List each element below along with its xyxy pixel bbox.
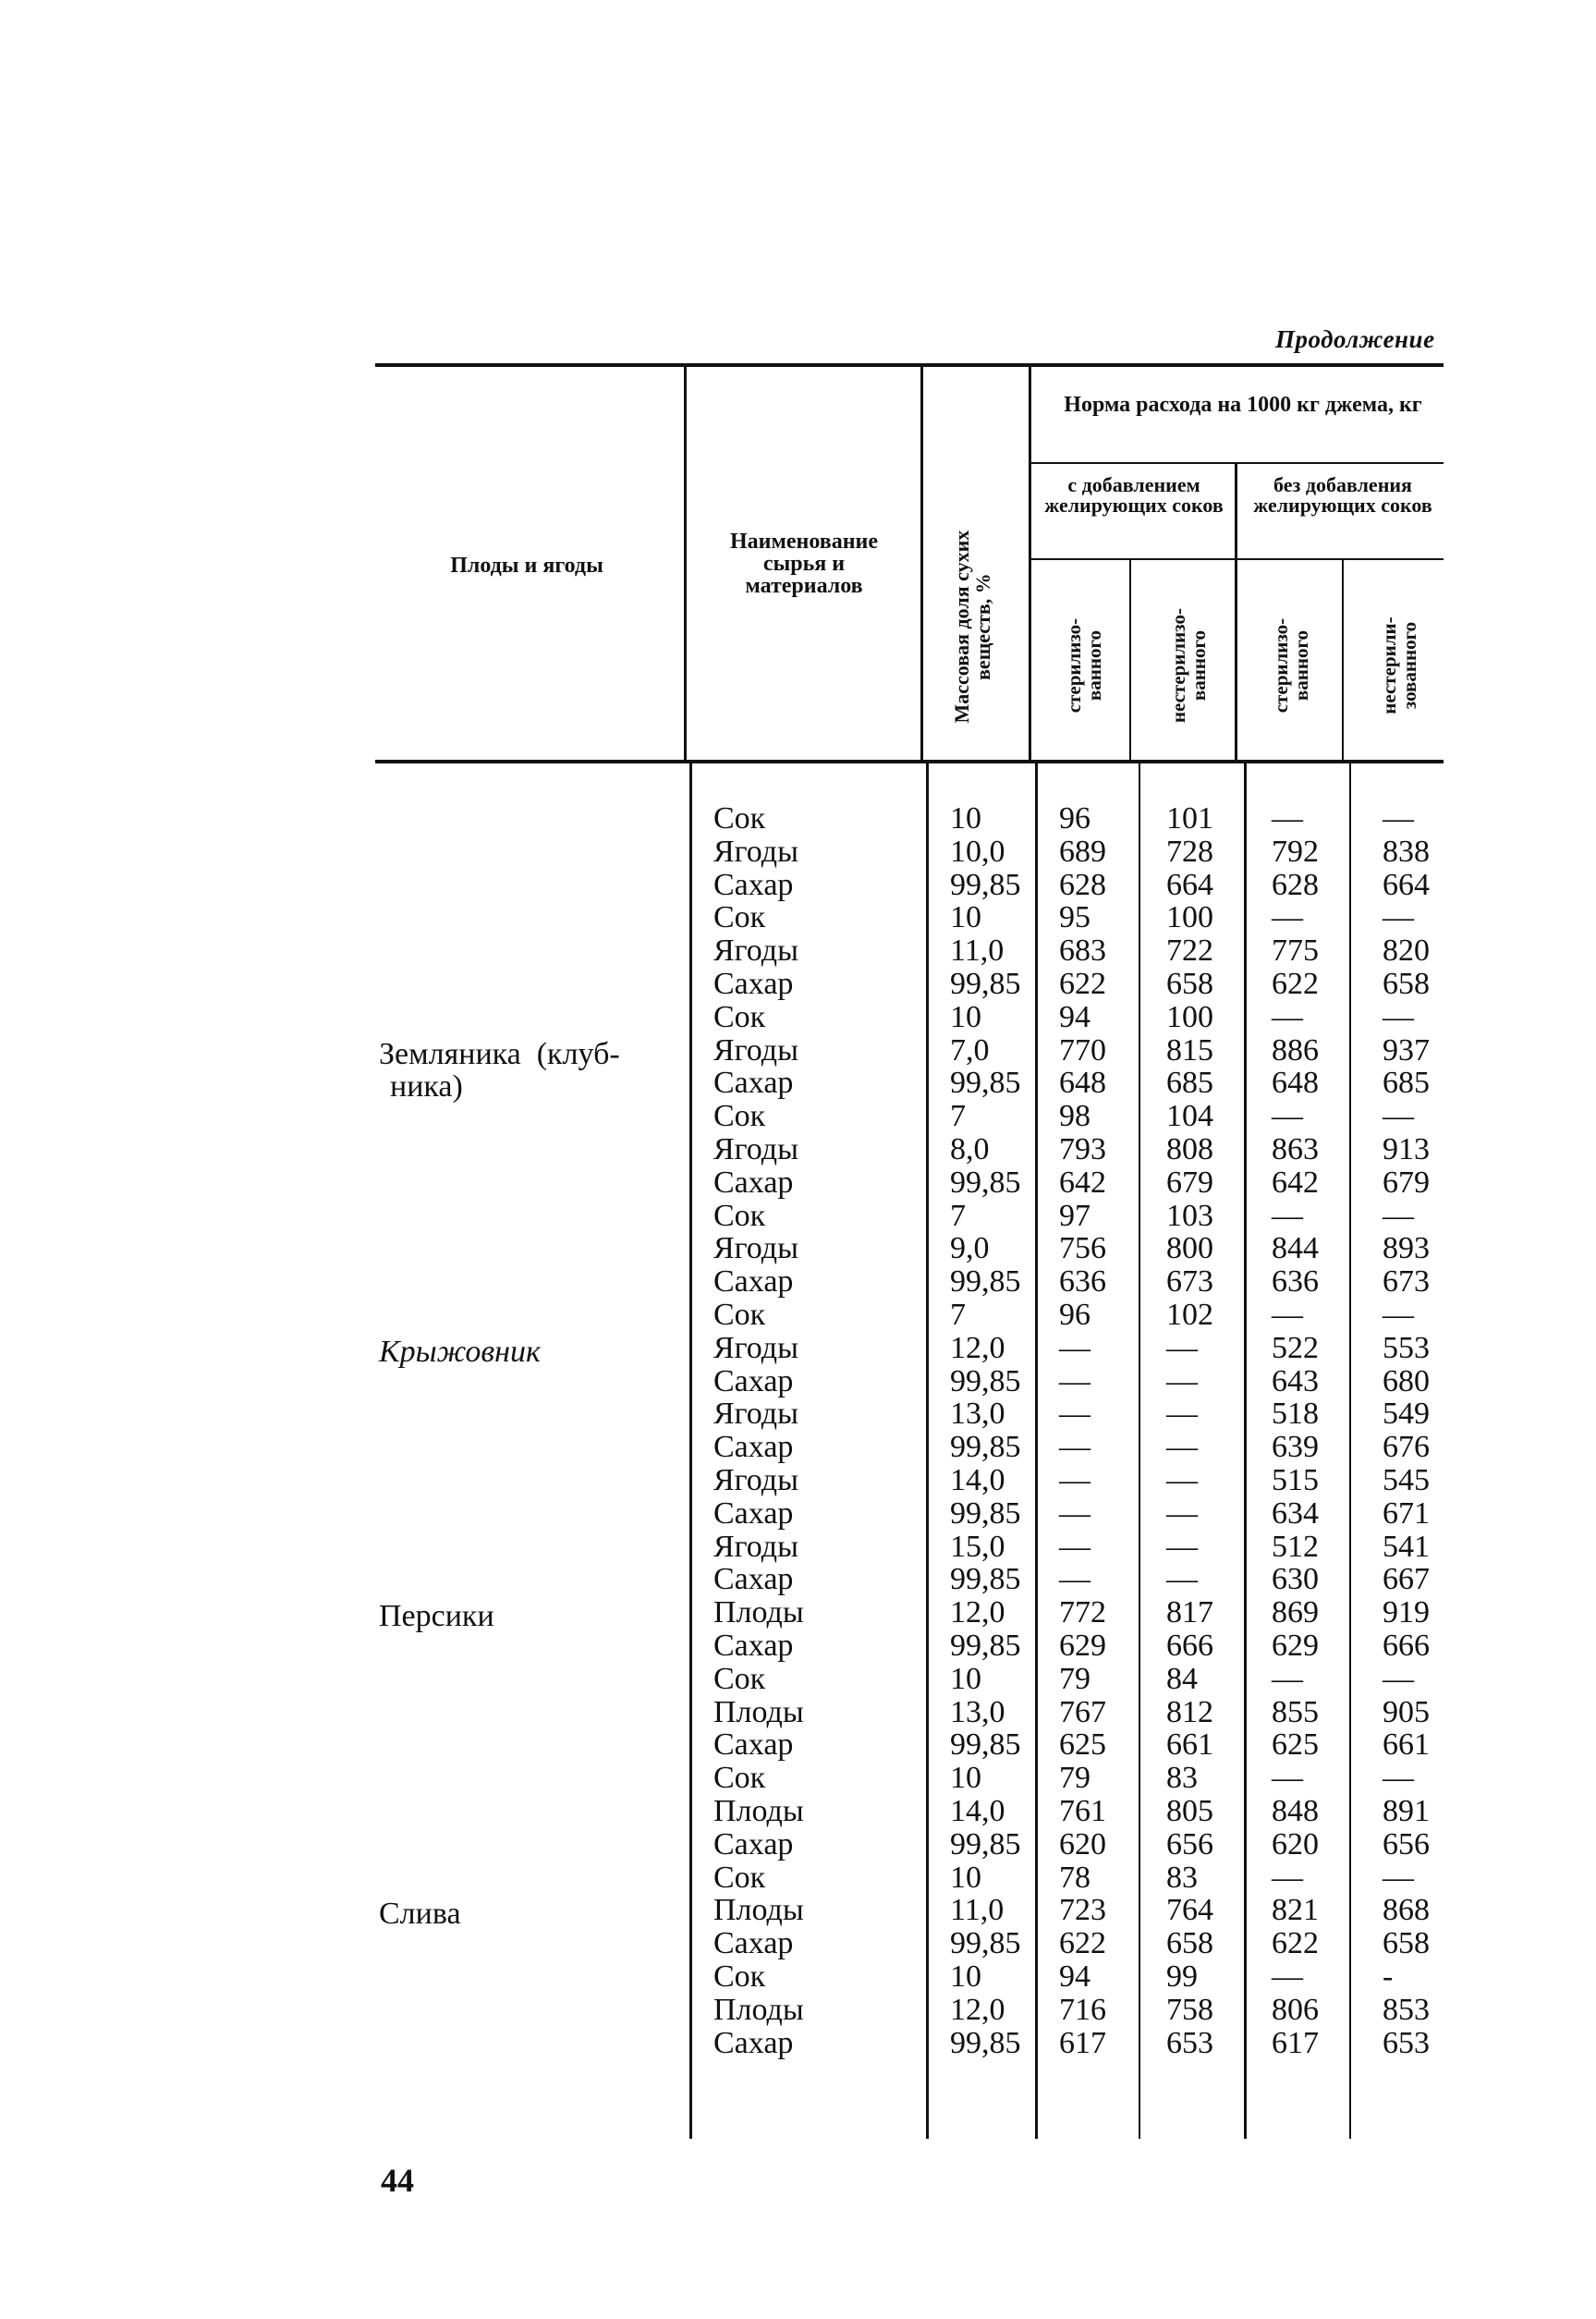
cell-dry-matter: 15,0 — [950, 1529, 1005, 1564]
cell-dry-matter: 99,85 — [950, 1066, 1021, 1101]
cell-with-nonsterilized: 658 — [1166, 1926, 1213, 1961]
cell-with-nonsterilized: 673 — [1166, 1264, 1213, 1300]
cell-with-sterilized: 96 — [1059, 801, 1090, 836]
cell-without-nonsterilized: 664 — [1383, 867, 1430, 902]
cell-with-sterilized: — — [1059, 1463, 1090, 1497]
cell-material: Сок — [713, 900, 766, 935]
cell-with-sterilized: 716 — [1059, 1992, 1106, 2027]
cell-material: Сахар — [713, 1264, 794, 1300]
cell-without-nonsterilized: — — [1383, 900, 1414, 935]
cell-with-nonsterilized: 679 — [1166, 1165, 1213, 1200]
cell-without-nonsterilized: 676 — [1383, 1430, 1430, 1465]
subgroup-rule — [1031, 558, 1444, 560]
cell-material: Сок — [713, 1099, 766, 1134]
cell-without-sterilized: 622 — [1272, 1926, 1319, 1961]
cell-with-sterilized: 761 — [1059, 1794, 1106, 1828]
cell-without-sterilized: — — [1272, 999, 1303, 1034]
cell-without-nonsterilized: 667 — [1383, 1562, 1430, 1597]
cell-with-sterilized: 770 — [1059, 1032, 1106, 1068]
table-top-rule — [375, 363, 1444, 367]
cell-with-sterilized: 94 — [1059, 1959, 1090, 1994]
cell-with-sterilized: 772 — [1059, 1595, 1106, 1630]
cell-without-sterilized: 775 — [1272, 934, 1319, 969]
cell-with-sterilized: 79 — [1059, 1661, 1090, 1696]
cell-without-nonsterilized: — — [1383, 1761, 1414, 1796]
cell-with-nonsterilized: 812 — [1166, 1694, 1213, 1729]
cell-with-nonsterilized: 102 — [1166, 1298, 1213, 1332]
cell-without-sterilized: 636 — [1272, 1264, 1319, 1300]
cell-material: Ягоды — [713, 1397, 798, 1432]
cell-material: Сахар — [713, 867, 794, 902]
cell-without-nonsterilized: 661 — [1383, 1727, 1430, 1763]
cell-with-nonsterilized: 685 — [1166, 1066, 1213, 1101]
cell-material: Сок — [713, 1198, 766, 1233]
cell-without-sterilized: — — [1272, 1959, 1303, 1994]
body-divider-norm — [1035, 763, 1038, 2139]
cell-without-sterilized: 634 — [1272, 1495, 1319, 1531]
cell-dry-matter: 12,0 — [950, 1595, 1005, 1630]
cell-without-sterilized: 844 — [1272, 1231, 1319, 1266]
continuation-label: Продолжение — [1275, 325, 1435, 353]
cell-dry-matter: 99,85 — [950, 2025, 1021, 2060]
cell-without-nonsterilized: 891 — [1383, 1794, 1430, 1828]
header-dry: Массовая доля сухих веществ, % — [949, 530, 994, 724]
cell-with-nonsterilized: 817 — [1166, 1595, 1213, 1630]
cell-with-nonsterilized: — — [1166, 1463, 1198, 1497]
cell-with-nonsterilized: 666 — [1166, 1629, 1213, 1663]
fruit-label-line: Земляника (клуб- — [379, 1036, 620, 1071]
col-divider-dry — [920, 367, 923, 760]
cell-without-sterilized: 522 — [1272, 1330, 1319, 1365]
cell-without-sterilized: 848 — [1272, 1794, 1319, 1828]
cell-material: Сок — [713, 1298, 766, 1332]
cell-without-nonsterilized: 820 — [1383, 934, 1430, 969]
cell-without-nonsterilized: 545 — [1383, 1463, 1430, 1497]
cell-material: Плоды — [713, 1595, 804, 1630]
cell-material: Сахар — [713, 1926, 794, 1961]
cell-material: Сок — [713, 999, 766, 1034]
cell-material: Плоды — [713, 1893, 804, 1928]
cell-material: Сок — [713, 1959, 766, 1994]
cell-material: Ягоды — [713, 934, 798, 969]
cell-material: Ягоды — [713, 1032, 798, 1068]
cell-with-nonsterilized: 656 — [1166, 1826, 1213, 1861]
cell-dry-matter: 10 — [950, 1959, 981, 1994]
cell-dry-matter: 7 — [950, 1099, 966, 1134]
cell-with-sterilized: 648 — [1059, 1066, 1106, 1101]
cell-without-sterilized: 869 — [1272, 1595, 1319, 1630]
cell-without-sterilized: 630 — [1272, 1562, 1319, 1597]
cell-without-nonsterilized: 853 — [1383, 1992, 1430, 2027]
cell-material: Ягоды — [713, 1132, 798, 1166]
header-fruit: Плоды и ягоды — [450, 554, 603, 578]
cell-material: Сахар — [713, 2025, 794, 2060]
cell-without-nonsterilized: 658 — [1383, 967, 1430, 1001]
cell-without-sterilized: — — [1272, 1761, 1303, 1796]
cell-without-sterilized: 620 — [1272, 1826, 1319, 1861]
cell-without-sterilized: 518 — [1272, 1397, 1319, 1432]
cell-with-sterilized: 79 — [1059, 1761, 1090, 1796]
cell-with-sterilized: 723 — [1059, 1893, 1106, 1928]
cell-with-nonsterilized: 100 — [1166, 999, 1213, 1034]
cell-without-nonsterilized: 685 — [1383, 1066, 1430, 1101]
cell-with-nonsterilized: 664 — [1166, 867, 1213, 902]
cell-dry-matter: 99,85 — [950, 1826, 1021, 1861]
cell-without-nonsterilized: — — [1383, 801, 1414, 836]
cell-without-sterilized: 792 — [1272, 834, 1319, 869]
cell-with-sterilized: — — [1059, 1363, 1090, 1398]
cell-dry-matter: 10 — [950, 801, 981, 836]
cell-without-sterilized: 821 — [1272, 1893, 1319, 1928]
col-divider-norm — [1029, 367, 1031, 760]
cell-with-nonsterilized: — — [1166, 1562, 1198, 1597]
body-divider-without-sub — [1349, 763, 1351, 2139]
cell-dry-matter: 9,0 — [950, 1231, 990, 1266]
cell-with-sterilized: — — [1059, 1397, 1090, 1432]
cell-with-nonsterilized: 653 — [1166, 2025, 1213, 2060]
cell-without-sterilized: 806 — [1272, 1992, 1319, 2027]
cell-without-nonsterilized: 913 — [1383, 1132, 1430, 1166]
header-without-nonsterilized: нестерили- зованного — [1377, 616, 1420, 714]
col-divider-without-sub — [1342, 558, 1344, 760]
cell-dry-matter: 14,0 — [950, 1794, 1005, 1828]
cell-with-sterilized: 622 — [1059, 967, 1106, 1001]
fruit-label — [379, 1600, 494, 1633]
cell-with-sterilized: 617 — [1059, 2025, 1106, 2060]
cell-with-sterilized: 767 — [1059, 1694, 1106, 1729]
cell-material: Сахар — [713, 1629, 794, 1663]
cell-with-nonsterilized: 661 — [1166, 1727, 1213, 1763]
cell-with-nonsterilized: 103 — [1166, 1198, 1213, 1233]
cell-dry-matter: 10 — [950, 900, 981, 935]
cell-with-nonsterilized: — — [1166, 1330, 1198, 1365]
cell-without-sterilized: — — [1272, 1198, 1303, 1233]
cell-without-sterilized: 512 — [1272, 1529, 1319, 1564]
cell-material: Сахар — [713, 967, 794, 1001]
cell-with-sterilized: 622 — [1059, 1926, 1106, 1961]
cell-without-nonsterilized: — — [1383, 999, 1414, 1034]
cell-without-sterilized: 617 — [1272, 2025, 1319, 2060]
fruit-label-line: Слива — [379, 1897, 461, 1932]
body-divider-material — [689, 763, 692, 2139]
cell-without-sterilized: 642 — [1272, 1165, 1319, 1200]
cell-with-sterilized: — — [1059, 1562, 1090, 1597]
cell-with-sterilized: 629 — [1059, 1629, 1106, 1663]
cell-without-sterilized: 629 — [1272, 1629, 1319, 1663]
cell-without-sterilized: 648 — [1272, 1066, 1319, 1101]
cell-material: Сок — [713, 1661, 766, 1696]
cell-without-nonsterilized: 666 — [1383, 1629, 1430, 1663]
cell-without-nonsterilized: 868 — [1383, 1893, 1430, 1928]
cell-dry-matter: 99,85 — [950, 1926, 1021, 1961]
cell-without-sterilized: 863 — [1272, 1132, 1319, 1166]
cell-dry-matter: 99,85 — [950, 867, 1021, 902]
cell-with-sterilized: 97 — [1059, 1198, 1090, 1233]
cell-dry-matter: 10 — [950, 1761, 981, 1796]
header-with-sterilized: стерилизо- ванного — [1062, 617, 1105, 714]
cell-with-nonsterilized: 808 — [1166, 1132, 1213, 1166]
cell-without-nonsterilized: 838 — [1383, 834, 1430, 869]
cell-dry-matter: 14,0 — [950, 1463, 1005, 1497]
cell-dry-matter: 8,0 — [950, 1132, 990, 1166]
cell-without-sterilized: — — [1272, 1298, 1303, 1332]
cell-dry-matter: 10 — [950, 1860, 981, 1895]
cell-with-nonsterilized: — — [1166, 1363, 1198, 1398]
cell-material: Сахар — [713, 1826, 794, 1861]
cell-dry-matter: 10,0 — [950, 834, 1005, 869]
cell-with-sterilized: — — [1059, 1495, 1090, 1531]
cell-without-sterilized: 622 — [1272, 967, 1319, 1001]
cell-with-sterilized: 96 — [1059, 1298, 1090, 1332]
cell-material: Ягоды — [713, 1330, 798, 1365]
cell-dry-matter: 99,85 — [950, 1264, 1021, 1300]
cell-material: Сок — [713, 1860, 766, 1895]
cell-without-sterilized: — — [1272, 1860, 1303, 1895]
cell-with-sterilized: 620 — [1059, 1826, 1106, 1861]
cell-without-nonsterilized: — — [1383, 1298, 1414, 1332]
cell-with-sterilized: 78 — [1059, 1860, 1090, 1895]
body-divider-dry — [926, 763, 929, 2139]
cell-dry-matter: 99,85 — [950, 1495, 1021, 1531]
cell-with-nonsterilized: 805 — [1166, 1794, 1213, 1828]
cell-material: Сахар — [713, 1727, 794, 1763]
cell-without-sterilized: — — [1272, 801, 1303, 836]
cell-dry-matter: 99,85 — [950, 1629, 1021, 1663]
cell-with-sterilized: — — [1059, 1529, 1090, 1564]
cell-material: Сахар — [713, 1066, 794, 1101]
cell-without-sterilized: — — [1272, 900, 1303, 935]
header-bottom-rule — [375, 760, 1444, 763]
header-group-without: без добавления желирующих соков — [1253, 473, 1432, 517]
page-number: 44 — [381, 2162, 414, 2199]
cell-without-nonsterilized: 553 — [1383, 1330, 1430, 1365]
cell-with-nonsterilized: 100 — [1166, 900, 1213, 935]
cell-without-nonsterilized: 549 — [1383, 1397, 1430, 1432]
cell-without-sterilized: — — [1272, 1661, 1303, 1696]
cell-material: Сахар — [713, 1165, 794, 1200]
cell-without-nonsterilized: 541 — [1383, 1529, 1430, 1564]
cell-material: Плоды — [713, 1694, 804, 1729]
cell-with-nonsterilized: 764 — [1166, 1893, 1213, 1928]
cell-material: Ягоды — [713, 1529, 798, 1564]
body-divider-with-sub — [1139, 763, 1140, 2139]
cell-without-nonsterilized: — — [1383, 1198, 1414, 1233]
cell-without-sterilized: 643 — [1272, 1363, 1319, 1398]
fruit-label-line: Крыжовник — [379, 1334, 541, 1369]
cell-without-sterilized: 639 — [1272, 1430, 1319, 1465]
cell-with-sterilized: 756 — [1059, 1231, 1106, 1266]
cell-with-sterilized: 636 — [1059, 1264, 1106, 1300]
header-without-sterilized: стерилизо- ванного — [1269, 617, 1312, 714]
cell-with-sterilized: 98 — [1059, 1099, 1090, 1134]
cell-dry-matter: 13,0 — [950, 1694, 1005, 1729]
cell-without-sterilized: 886 — [1272, 1032, 1319, 1068]
cell-dry-matter: 7 — [950, 1298, 966, 1332]
cell-without-sterilized: 515 — [1272, 1463, 1319, 1497]
cell-without-sterilized: 855 — [1272, 1694, 1319, 1729]
cell-without-nonsterilized: 679 — [1383, 1165, 1430, 1200]
cell-with-nonsterilized: 815 — [1166, 1032, 1213, 1068]
cell-without-nonsterilized: 673 — [1383, 1264, 1430, 1300]
col-divider-material — [684, 367, 687, 760]
cell-with-nonsterilized: — — [1166, 1529, 1198, 1564]
cell-without-nonsterilized: 653 — [1383, 2025, 1430, 2060]
cell-with-nonsterilized: 101 — [1166, 801, 1213, 836]
cell-material: Плоды — [713, 1794, 804, 1828]
cell-without-nonsterilized: 919 — [1383, 1595, 1430, 1630]
cell-without-nonsterilized: — — [1383, 1860, 1414, 1895]
cell-without-nonsterilized: - — [1383, 1959, 1394, 1994]
header-group-with: с добавлением желирующих соков — [1044, 473, 1224, 517]
header-with-nonsterilized: нестерилизо- ванного — [1166, 608, 1210, 724]
cell-material: Сахар — [713, 1495, 794, 1531]
fruit-label-line: ника) — [390, 1069, 463, 1105]
cell-with-nonsterilized: — — [1166, 1495, 1198, 1531]
cell-with-nonsterilized: 104 — [1166, 1099, 1213, 1134]
cell-with-sterilized: 683 — [1059, 934, 1106, 969]
col-divider-groups — [1235, 462, 1237, 760]
cell-without-nonsterilized: — — [1383, 1099, 1414, 1134]
cell-material: Ягоды — [713, 834, 798, 869]
header-material: Наименование сырья и материалов — [730, 530, 878, 598]
cell-material: Сахар — [713, 1363, 794, 1398]
cell-with-sterilized: 793 — [1059, 1132, 1106, 1166]
cell-with-nonsterilized: 99 — [1166, 1959, 1198, 1994]
cell-with-nonsterilized: 758 — [1166, 1992, 1213, 2027]
cell-dry-matter: 10 — [950, 999, 981, 1034]
cell-without-nonsterilized: — — [1383, 1661, 1414, 1696]
cell-without-nonsterilized: 656 — [1383, 1826, 1430, 1861]
cell-dry-matter: 12,0 — [950, 1992, 1005, 2027]
cell-with-nonsterilized: 83 — [1166, 1761, 1198, 1796]
cell-with-nonsterilized: 728 — [1166, 834, 1213, 869]
cell-with-nonsterilized: 658 — [1166, 967, 1213, 1001]
cell-with-nonsterilized: — — [1166, 1397, 1198, 1432]
fruit-label — [379, 1898, 461, 1931]
cell-with-nonsterilized: 83 — [1166, 1860, 1198, 1895]
cell-without-nonsterilized: 671 — [1383, 1495, 1430, 1531]
cell-dry-matter: 99,85 — [950, 967, 1021, 1001]
cell-with-nonsterilized: 722 — [1166, 934, 1213, 969]
cell-dry-matter: 13,0 — [950, 1397, 1005, 1432]
cell-material: Плоды — [713, 1992, 804, 2027]
cell-without-nonsterilized: 680 — [1383, 1363, 1430, 1398]
cell-dry-matter: 11,0 — [950, 1893, 1005, 1928]
cell-with-sterilized: 689 — [1059, 834, 1106, 869]
cell-without-sterilized: — — [1272, 1099, 1303, 1134]
cell-without-sterilized: 628 — [1272, 867, 1319, 902]
cell-dry-matter: 11,0 — [950, 934, 1005, 969]
cell-material: Сахар — [713, 1562, 794, 1597]
cell-dry-matter: 99,85 — [950, 1430, 1021, 1465]
cell-dry-matter: 7 — [950, 1198, 966, 1233]
fruit-label — [379, 1336, 541, 1369]
cell-with-sterilized: 642 — [1059, 1165, 1106, 1200]
body-divider-groups — [1244, 763, 1247, 2139]
norm-group-rule — [1031, 462, 1444, 464]
cell-with-nonsterilized: — — [1166, 1430, 1198, 1465]
col-divider-with-sub — [1129, 558, 1131, 760]
cell-without-nonsterilized: 905 — [1383, 1694, 1430, 1729]
cell-material: Сахар — [713, 1430, 794, 1465]
cell-without-nonsterilized: 893 — [1383, 1231, 1430, 1266]
fruit-label-line: Персики — [379, 1599, 494, 1634]
cell-dry-matter: 10 — [950, 1661, 981, 1696]
cell-material: Сок — [713, 1761, 766, 1796]
cell-dry-matter: 12,0 — [950, 1330, 1005, 1365]
cell-without-nonsterilized: 937 — [1383, 1032, 1430, 1068]
cell-with-sterilized: — — [1059, 1430, 1090, 1465]
cell-material: Ягоды — [713, 1463, 798, 1497]
cell-with-nonsterilized: 800 — [1166, 1231, 1213, 1266]
cell-dry-matter: 7,0 — [950, 1032, 990, 1068]
fruit-label — [379, 1038, 620, 1104]
cell-with-sterilized: — — [1059, 1330, 1090, 1365]
cell-without-nonsterilized: 658 — [1383, 1926, 1430, 1961]
cell-with-sterilized: 95 — [1059, 900, 1090, 935]
cell-dry-matter: 99,85 — [950, 1363, 1021, 1398]
cell-material: Сок — [713, 801, 766, 836]
header-norm: Норма расхода на 1000 кг джема, кг — [1064, 393, 1422, 417]
cell-dry-matter: 99,85 — [950, 1165, 1021, 1200]
cell-with-sterilized: 628 — [1059, 867, 1106, 902]
cell-material: Ягоды — [713, 1231, 798, 1266]
cell-with-sterilized: 94 — [1059, 999, 1090, 1034]
cell-without-sterilized: 625 — [1272, 1727, 1319, 1763]
cell-dry-matter: 99,85 — [950, 1727, 1021, 1763]
cell-dry-matter: 99,85 — [950, 1562, 1021, 1597]
cell-with-sterilized: 625 — [1059, 1727, 1106, 1763]
cell-with-nonsterilized: 84 — [1166, 1661, 1198, 1696]
